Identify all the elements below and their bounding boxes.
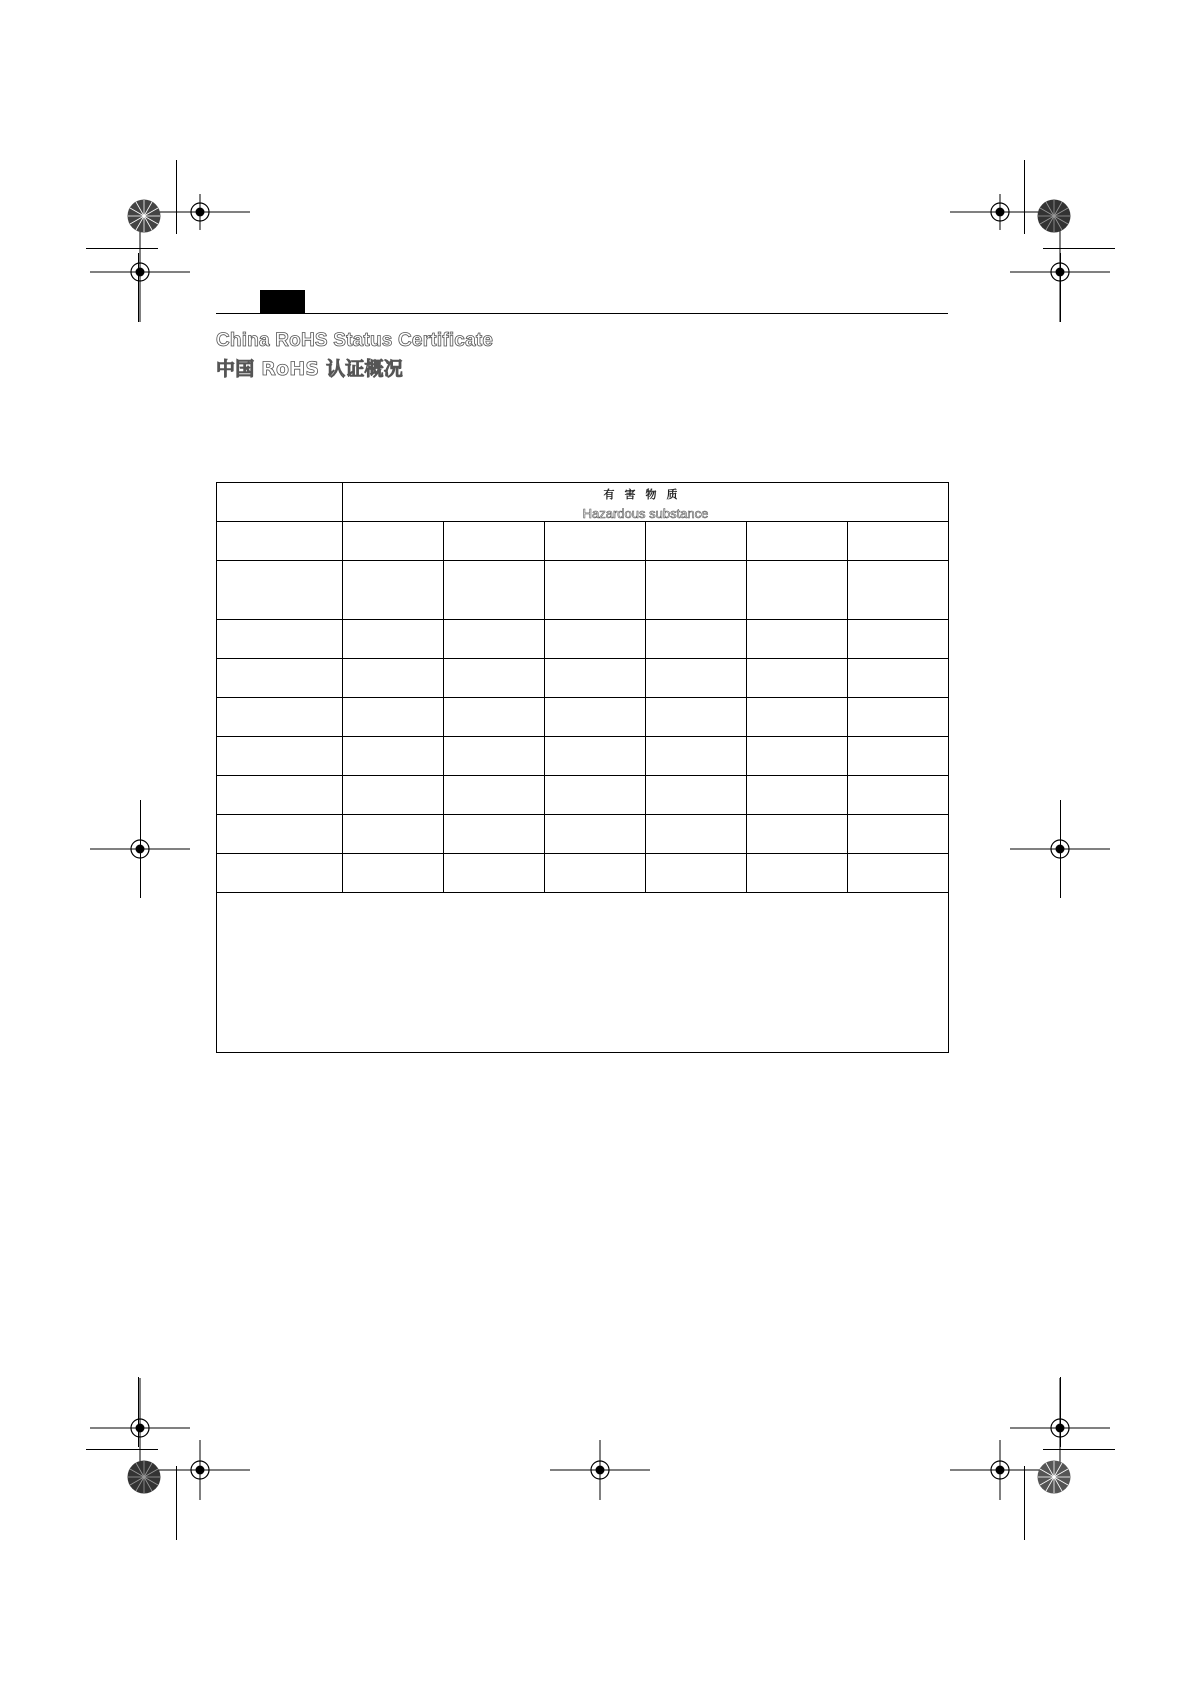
header-divider xyxy=(216,313,948,314)
registration-mark-icon xyxy=(1010,831,1110,867)
page-header-tab xyxy=(260,290,305,314)
registration-mark-icon xyxy=(90,222,190,322)
registration-mark-icon xyxy=(1010,222,1110,322)
table-grid xyxy=(216,482,949,1053)
hazardous-substance-table xyxy=(216,482,949,1053)
page-title-chinese: 中国 RoHS 认证概况 xyxy=(216,358,403,380)
starburst-dial-icon xyxy=(127,1460,161,1494)
registration-mark-icon xyxy=(150,1440,250,1500)
starburst-dial-icon xyxy=(127,199,161,233)
starburst-dial-icon xyxy=(1037,1460,1071,1494)
starburst-dial-icon xyxy=(1037,199,1071,233)
page-title-english: China RoHS Status Certificate xyxy=(216,330,494,351)
table-heading-english: Hazardous substance xyxy=(582,506,709,521)
table-heading-chinese: 有害物质 xyxy=(603,488,688,501)
registration-mark-icon xyxy=(90,831,190,867)
registration-mark-icon xyxy=(550,1440,650,1500)
registration-mark-icon xyxy=(950,1440,1050,1500)
